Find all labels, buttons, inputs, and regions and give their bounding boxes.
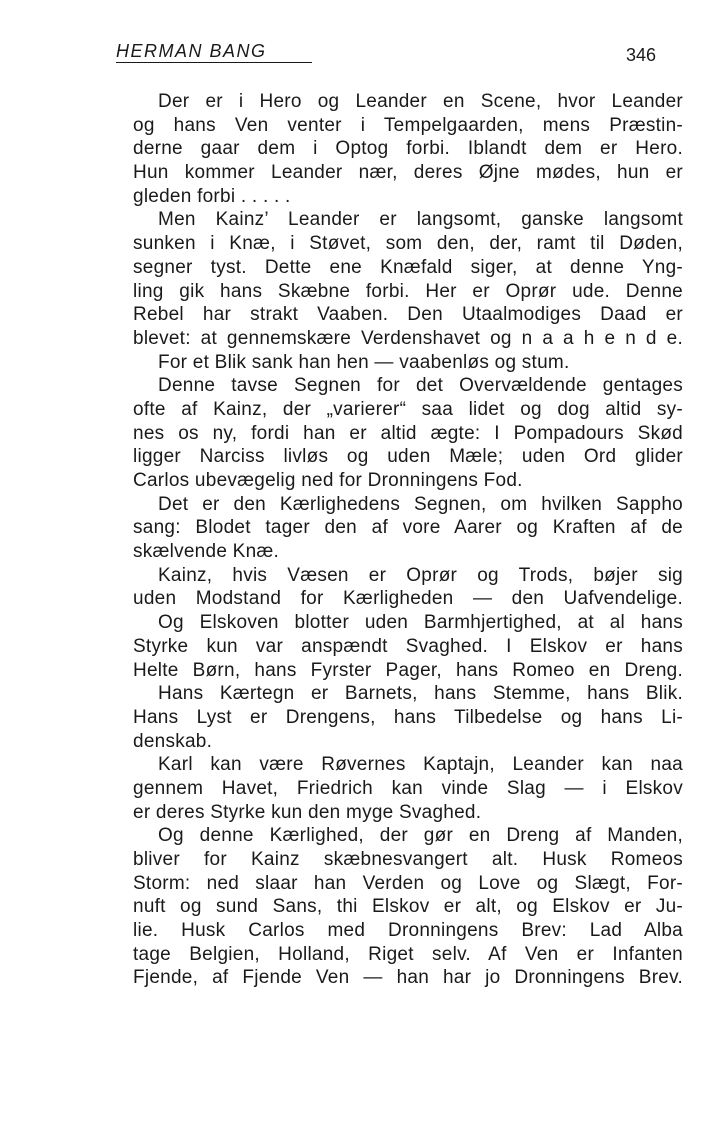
text-line: Helte Børn, hans Fyrster Pager, hans Romeo en Dreng. <box>133 659 683 681</box>
text-line: er deres Styrke kun den myge Svaghed. <box>133 801 482 823</box>
text-line: og hans Ven venter i Tempelgaarden, mens Præstin- <box>133 114 683 136</box>
text-line: lie. Husk Carlos med Dronningens Brev: Lad Alba <box>133 920 683 942</box>
text-line: denskab. <box>133 730 213 752</box>
text-line: sunken i Knæ, i Støvet, som den, der, ramt til Døden, <box>133 233 683 255</box>
text-line: Og Elskoven blotter uden Barmhjertighed, at al hans <box>158 612 683 634</box>
text-line: bliver for Kainz skæbnesvangert alt. Husk Romeos <box>133 849 683 870</box>
text-line: ling gik hans Skæbne forbi. Her er Oprør ude. Denne <box>133 280 683 302</box>
text-line: Denne tavse Segnen for det Overvældende gentages <box>158 375 683 397</box>
text-line: blevet: at gennemskære Verdenshavet og n a a h e n d e. <box>133 327 683 349</box>
text-line: Styrke kun var anspændt Svaghed. I Elskov er hans <box>133 635 683 657</box>
text-line: sang: Blodet tager den af vore Aarer og Kraften af de <box>133 517 683 539</box>
text-line: Rebel har strakt Vaaben. Den Utaalmodiges Daad er <box>133 304 683 326</box>
text-line: Men Kainz’ Leander er langsomt, ganske langsomt <box>158 209 683 231</box>
text-line: For et Blik sank han hen — vaabenløs og stum. <box>158 351 570 373</box>
text-line: Hans Kærtegn er Barnets, hans Stemme, hans Blik. <box>158 683 683 705</box>
body-text <box>133 90 683 990</box>
text-line: Hun kommer Leander nær, deres Øjne mødes, hun er <box>133 162 683 184</box>
text-line: skælvende Knæ. <box>133 541 280 563</box>
text-line: Kainz, hvis Væsen er Oprør og Trods, bøjer sig <box>158 564 683 586</box>
text-line: ligger Narciss livløs og uden Mæle; uden Ord glider <box>133 446 683 468</box>
text-line: Hans Lyst er Drengens, hans Tilbedelse og hans Li- <box>133 706 683 728</box>
text-line: nes os ny, fordi han er altid ægte: I Pompadours Skød <box>133 422 683 444</box>
text-line: Det er den Kærlighedens Segnen, om hvilken Sappho <box>158 493 683 515</box>
text-line: ofte af Kainz, der „varierer“ saa lidet og dog altid sy- <box>133 398 683 420</box>
text-line: derne gaar dem i Optog forbi. Iblandt dem er Hero. <box>133 138 683 160</box>
text-line: tage Belgien, Holland, Riget selv. Af Ven er Infanten <box>133 943 683 965</box>
text-line: Der er i Hero og Leander en Scene, hvor Leander <box>158 91 683 112</box>
text-line: Carlos ubevægelig ned for Dronningens Fod. <box>133 470 523 491</box>
running-title: HERMAN BANG <box>116 41 267 61</box>
page-number: 346 <box>625 45 656 65</box>
text-line: Karl kan være Røvernes Kaptajn, Leander kan naa <box>158 754 683 776</box>
text-line: nuft og sund Sans, thi Elskov er alt, og Elskov er Ju- <box>133 896 683 918</box>
text-line: uden Modstand for Kærligheden — den Uafvendelige. <box>133 588 683 610</box>
text-line: gennem Havet, Friedrich kan vinde Slag — i Elskov <box>133 777 683 799</box>
text-line: Og denne Kærlighed, der gør en Dreng af Manden, <box>158 825 683 847</box>
page-header <box>116 40 656 70</box>
header-underline <box>116 62 312 63</box>
text-line: gleden forbi . . . . . <box>133 185 291 207</box>
text-line: segner tyst. Dette ene Knæfald siger, at denne Yng- <box>133 256 683 278</box>
text-line: Storm: ned slaar han Verden og Love og Slægt, For- <box>133 872 683 894</box>
text-line: Fjende, af Fjende Ven — han har jo Dronningens Brev. <box>133 967 683 989</box>
